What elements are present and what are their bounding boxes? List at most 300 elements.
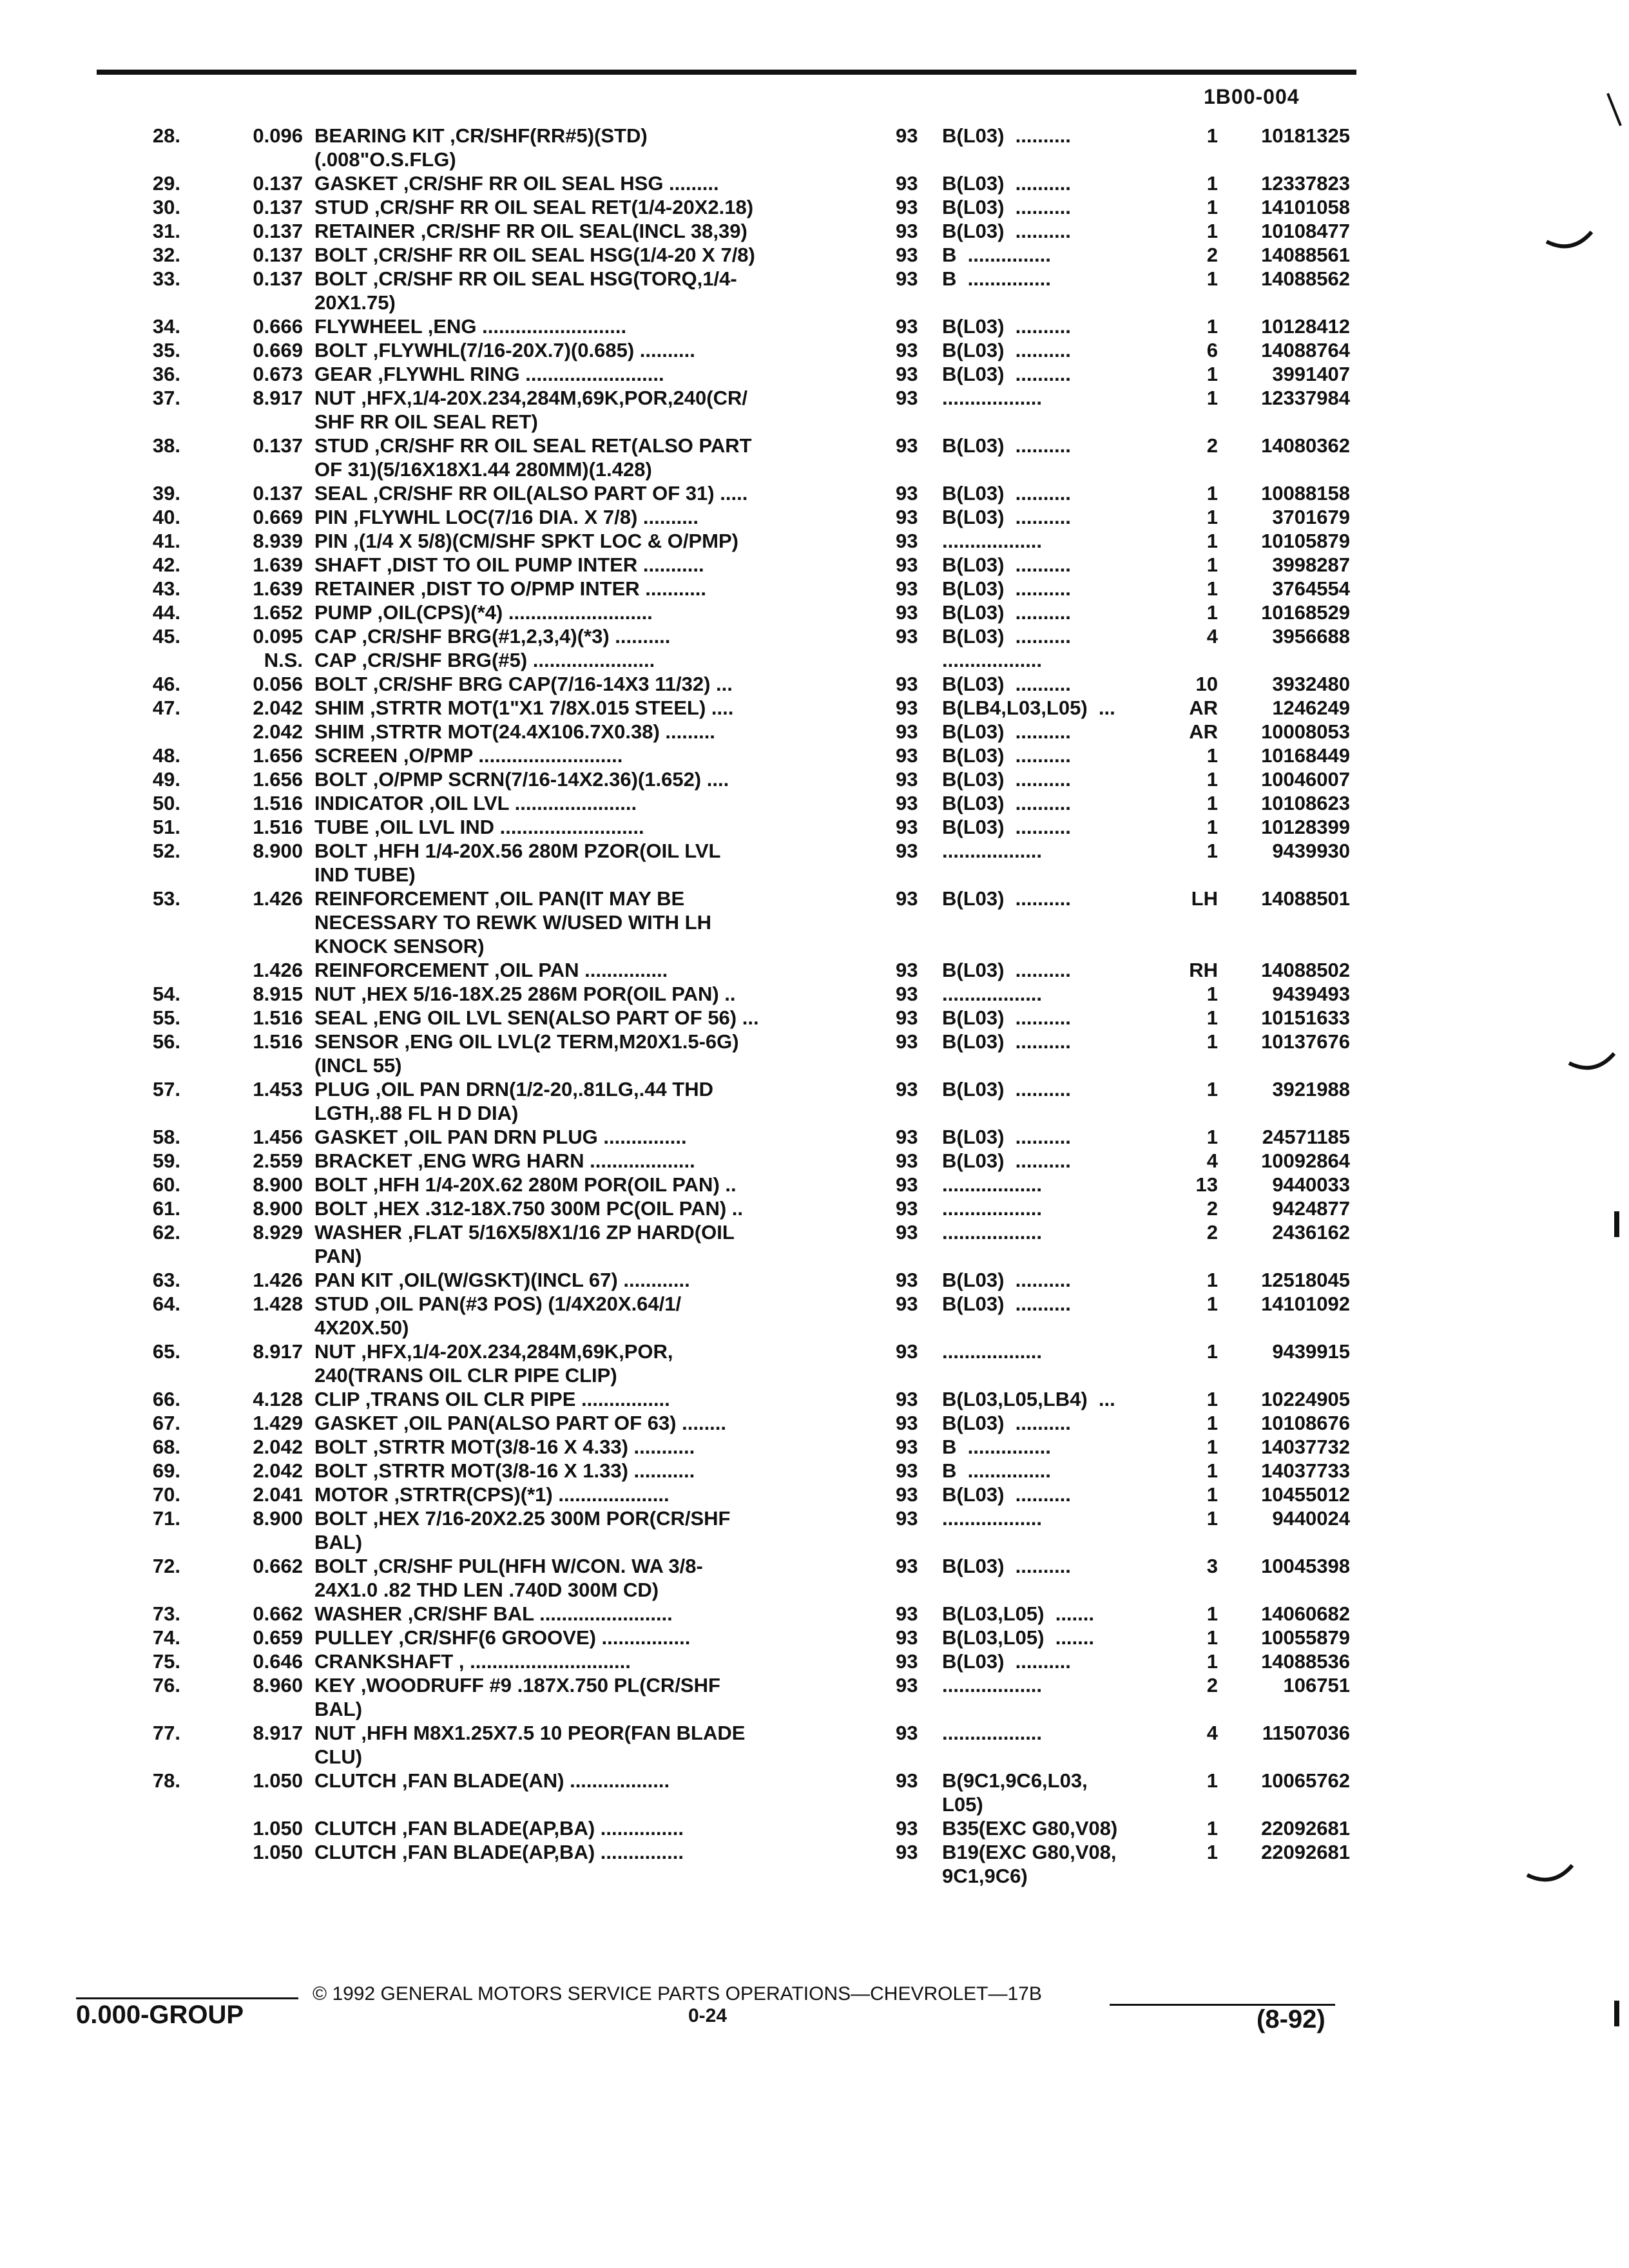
name-spacer — [398, 744, 403, 767]
model-year: 93 — [896, 744, 918, 767]
name-spacer — [356, 649, 362, 671]
item-description — [314, 314, 862, 338]
body-application: B(L03) .......... — [942, 220, 1071, 242]
part-name: SHIM — [314, 697, 365, 719]
item-number: 45. — [152, 625, 180, 648]
parts-row — [0, 434, 1629, 481]
item-description — [314, 219, 862, 243]
item-number: 54. — [152, 983, 180, 1005]
parts-row — [0, 362, 1629, 386]
part-number: 22092681 — [1261, 1841, 1350, 1863]
description-line — [314, 1030, 862, 1053]
description-line — [314, 267, 862, 291]
parts-row — [0, 1435, 1629, 1459]
description-continuation: BAL) — [314, 1531, 363, 1553]
body-application: B(L03) .......... — [942, 363, 1071, 385]
name-spacer — [367, 339, 373, 361]
body-application: B(L03) .......... — [942, 1650, 1071, 1673]
part-detail: ,CR/SHF BAL ........................ — [407, 1602, 673, 1625]
description-line — [314, 1125, 862, 1149]
model-year: 93 — [896, 1626, 918, 1649]
name-spacer — [355, 1674, 361, 1696]
body-application: B(L03) .......... — [942, 792, 1071, 814]
part-detail: ,OIL LVL IND .......................... — [374, 816, 644, 838]
part-number: 10455012 — [1261, 1483, 1350, 1506]
body-application: B(L03) .......... — [942, 1030, 1071, 1053]
quantity: 1 — [1206, 1030, 1218, 1053]
part-number: 14037733 — [1261, 1459, 1350, 1482]
description-continuation: 20X1.75) — [314, 291, 396, 314]
part-name: CRANKSHAFT — [314, 1650, 454, 1673]
body-application: B(L03,L05) ....... — [942, 1602, 1094, 1625]
part-detail: , ............................. — [458, 1650, 631, 1673]
item-number: 52. — [152, 840, 180, 862]
name-spacer — [396, 1817, 402, 1840]
description-line — [314, 1196, 862, 1220]
item-description — [314, 1340, 862, 1387]
part-number: 10128399 — [1261, 816, 1350, 838]
item-number: 32. — [152, 244, 180, 266]
parts-row — [0, 839, 1629, 887]
part-number: 12337823 — [1261, 172, 1350, 195]
part-name: BOLT — [314, 1173, 368, 1196]
item-description — [314, 1268, 862, 1292]
item-number: 65. — [152, 1340, 180, 1363]
model-year: 93 — [896, 983, 918, 1005]
item-description — [314, 982, 862, 1006]
body-application: B(L03) .......... — [942, 1149, 1071, 1172]
part-number: 10108623 — [1261, 792, 1350, 814]
top-rule — [97, 70, 1356, 75]
group-number: 0.137 — [253, 434, 303, 457]
body-application: B(9C1,9C6,L03, L05) — [942, 1769, 1088, 1816]
description-continuation: (INCL 55) — [314, 1054, 402, 1077]
item-number: 41. — [152, 530, 180, 552]
scan-mark — [1611, 1208, 1624, 1240]
quantity: 1 — [1206, 1841, 1218, 1863]
scan-mark — [1566, 1050, 1617, 1076]
model-year: 93 — [896, 816, 918, 838]
group-number: 1.429 — [253, 1412, 303, 1434]
item-description — [314, 505, 862, 529]
description-continuation: OF 31)(5/16X18X1.44 280MM)(1.428) — [314, 458, 652, 481]
group-number: 1.426 — [253, 959, 303, 981]
part-name: FLYWHEEL — [314, 315, 423, 338]
item-description — [314, 267, 862, 314]
parts-row — [0, 1602, 1629, 1626]
group-number: 0.137 — [253, 482, 303, 505]
group-number: 8.939 — [253, 530, 303, 552]
part-name: BOLT — [314, 840, 368, 862]
name-spacer — [396, 1769, 402, 1792]
part-name: SHIM — [314, 720, 365, 743]
part-detail: ,O/PMP .......................... — [403, 744, 623, 767]
model-year: 93 — [896, 1293, 918, 1315]
item-number: 39. — [152, 482, 180, 505]
body-application: .................. — [942, 1197, 1043, 1220]
item-description — [314, 243, 862, 267]
model-year: 93 — [896, 363, 918, 385]
model-year: 93 — [896, 697, 918, 719]
name-spacer — [367, 1555, 373, 1577]
item-description — [314, 744, 862, 767]
part-detail: ,CR/SHF RR OIL SEAL(INCL 38,39) — [420, 220, 747, 242]
group-number: 1.656 — [253, 768, 303, 791]
part-number: 9440024 — [1272, 1507, 1350, 1530]
description-line — [314, 1626, 862, 1649]
model-year: 93 — [896, 1602, 918, 1625]
item-number: 51. — [152, 816, 180, 838]
group-number: 1.639 — [253, 553, 303, 576]
parts-row — [0, 1411, 1629, 1435]
description-continuation: SHF RR OIL SEAL RET) — [314, 410, 538, 433]
part-detail: ,(1/4 X 5/8)(CM/SHF SPKT LOC & O/PMP) — [353, 530, 738, 552]
name-spacer — [422, 315, 428, 338]
group-number: 0.669 — [253, 506, 303, 528]
item-number: 78. — [152, 1769, 180, 1792]
group-number: 0.137 — [253, 196, 303, 218]
parts-row — [0, 314, 1629, 338]
parts-row — [0, 1459, 1629, 1483]
quantity: 1 — [1206, 1436, 1218, 1458]
part-detail: ,OIL PAN DRN PLUG ............... — [403, 1126, 687, 1148]
part-number: 14088764 — [1261, 339, 1350, 361]
part-number: 10108676 — [1261, 1412, 1350, 1434]
part-name: MOTOR — [314, 1483, 389, 1506]
group-number: 1.639 — [253, 577, 303, 600]
description-continuation: NECESSARY TO REWK W/USED WITH LH — [314, 911, 712, 934]
body-application: B(L03) .......... — [942, 506, 1071, 528]
parts-row — [0, 1721, 1629, 1769]
model-year: 93 — [896, 1197, 918, 1220]
part-name: STUD — [314, 434, 369, 457]
part-number: 10092864 — [1261, 1149, 1350, 1172]
item-number: 31. — [152, 220, 180, 242]
part-detail: ,CR/SHF(6 GROOVE) ................ — [398, 1626, 691, 1649]
parts-row — [0, 577, 1629, 601]
item-description — [314, 624, 862, 648]
part-number: 10168529 — [1261, 601, 1350, 624]
body-application: .................. — [942, 1507, 1043, 1530]
model-year: 93 — [896, 244, 918, 266]
parts-row — [0, 1506, 1629, 1554]
quantity: 1 — [1206, 482, 1218, 505]
item-description — [314, 1459, 862, 1483]
part-name: BOLT — [314, 1555, 368, 1577]
part-number: 3701679 — [1272, 506, 1350, 528]
description-line — [314, 696, 862, 720]
model-year: 93 — [896, 1340, 918, 1363]
copyright-notice: © 1992 GENERAL MOTORS SERVICE PARTS OPERATIONS—CHEVROLET—17B — [313, 1983, 1042, 2004]
description-line — [314, 1483, 862, 1506]
body-application: B(L03) .......... — [942, 577, 1071, 600]
group-number: 8.929 — [253, 1221, 303, 1244]
part-name: PIN — [314, 530, 348, 552]
name-spacer — [453, 1650, 459, 1673]
quantity: 1 — [1206, 1459, 1218, 1482]
item-number: 48. — [152, 744, 180, 767]
name-spacer — [367, 1459, 373, 1482]
description-line — [314, 720, 862, 744]
body-application: B(L03) .......... — [942, 124, 1071, 147]
group-number: 0.137 — [253, 244, 303, 266]
part-name: GEAR — [314, 363, 372, 385]
name-spacer — [372, 363, 378, 385]
model-year: 93 — [896, 434, 918, 457]
item-number: 74. — [152, 1626, 180, 1649]
item-description — [314, 1173, 862, 1196]
part-number: 2436162 — [1272, 1221, 1350, 1244]
quantity: 4 — [1206, 625, 1218, 648]
quantity: 1 — [1206, 768, 1218, 791]
part-name: BOLT — [314, 1197, 368, 1220]
body-application: B(LB4,L03,L05) ... — [942, 697, 1115, 719]
part-name: PAN KIT — [314, 1269, 393, 1291]
scan-mark — [1611, 1997, 1624, 2030]
parts-row — [0, 529, 1629, 553]
item-description — [314, 124, 862, 171]
part-name: REINFORCEMENT — [314, 887, 489, 910]
model-year: 93 — [896, 1674, 918, 1696]
part-detail: ,OIL PAN(IT MAY BE — [494, 887, 685, 910]
part-detail: ,OIL LVL ...................... — [429, 792, 637, 814]
part-number: 14088501 — [1261, 887, 1350, 910]
part-name: CAP — [314, 649, 356, 671]
part-detail: ,OIL PAN(ALSO PART OF 63) ........ — [403, 1412, 727, 1434]
body-application: B(L03,L05,LB4) ... — [942, 1388, 1115, 1410]
part-name: GASKET — [314, 1412, 398, 1434]
item-number: 67. — [152, 1412, 180, 1434]
group-number: 2.042 — [253, 720, 303, 743]
part-number: 10065762 — [1261, 1769, 1350, 1792]
parts-row — [0, 1030, 1629, 1077]
model-year: 93 — [896, 172, 918, 195]
group-number: 1.453 — [253, 1078, 303, 1100]
description-line — [314, 338, 862, 362]
name-spacer — [360, 1388, 365, 1410]
name-spacer — [415, 220, 421, 242]
parts-row — [0, 195, 1629, 219]
part-detail: ,CR/SHF RR OIL SEAL RET(1/4-20X2.18) — [374, 196, 754, 218]
part-name: CAP — [314, 625, 356, 648]
part-name: NUT — [314, 983, 356, 1005]
name-spacer — [367, 1436, 373, 1458]
name-spacer — [381, 553, 387, 576]
name-spacer — [488, 887, 494, 910]
name-spacer — [356, 625, 362, 648]
item-number: 34. — [152, 315, 180, 338]
group-number: 0.666 — [253, 315, 303, 338]
item-number: 47. — [152, 697, 180, 719]
parts-row — [0, 887, 1629, 958]
part-detail: ,HFX,1/4-20X.234,284M,69K,POR, — [361, 1340, 673, 1363]
part-detail: ,WOODRUFF #9 .187X.750 PL(CR/SHF — [360, 1674, 720, 1696]
quantity: 1 — [1206, 1340, 1218, 1363]
item-description — [314, 1030, 862, 1077]
group-number: 8.900 — [253, 1507, 303, 1530]
part-detail: ,HFX,1/4-20X.234,284M,69K,POR,240(CR/ — [361, 387, 747, 409]
item-number: 69. — [152, 1459, 180, 1482]
part-name: CLUTCH — [314, 1769, 397, 1792]
description-line — [314, 1721, 862, 1745]
item-description — [314, 553, 862, 577]
item-number: 64. — [152, 1293, 180, 1315]
name-spacer — [367, 840, 373, 862]
item-number: 49. — [152, 768, 180, 791]
part-detail: ,OIL PAN ............... — [494, 959, 668, 981]
group-number: 0.662 — [253, 1555, 303, 1577]
part-number: 14037732 — [1261, 1436, 1350, 1458]
quantity: 1 — [1206, 1388, 1218, 1410]
quantity: 1 — [1206, 744, 1218, 767]
part-number: 14080362 — [1261, 434, 1350, 457]
quantity: 1 — [1206, 506, 1218, 528]
parts-row — [0, 767, 1629, 791]
model-year: 93 — [896, 1078, 918, 1100]
model-year: 93 — [896, 1817, 918, 1840]
part-detail: ,CR/SHF RR OIL SEAL HSG(1/4-20 X 7/8) — [372, 244, 755, 266]
body-application: B ............... — [942, 244, 1051, 266]
parts-row — [0, 1268, 1629, 1292]
item-number: 35. — [152, 339, 180, 361]
description-line — [314, 577, 862, 601]
part-number: 10045398 — [1261, 1555, 1350, 1577]
description-line — [314, 505, 862, 529]
part-number: 3956688 — [1272, 625, 1350, 648]
body-application: B(L03) .......... — [942, 1293, 1071, 1315]
description-continuation: IND TUBE) — [314, 863, 416, 886]
item-description — [314, 1769, 862, 1792]
item-number: 30. — [152, 196, 180, 218]
parts-row — [0, 1483, 1629, 1506]
part-name: BOLT — [314, 1436, 368, 1458]
part-detail: ,O/PMP SCRN(7/16-14X2.36)(1.652) .... — [372, 768, 729, 791]
description-line — [314, 1149, 862, 1173]
parts-row — [0, 171, 1629, 195]
part-name: RETAINER — [314, 220, 416, 242]
description-line — [314, 124, 862, 148]
group-number: 8.917 — [253, 387, 303, 409]
parts-row — [0, 1220, 1629, 1268]
model-year: 93 — [896, 577, 918, 600]
name-spacer — [372, 601, 378, 624]
description-line — [314, 529, 862, 553]
name-spacer — [367, 673, 373, 695]
quantity: 2 — [1206, 244, 1218, 266]
name-spacer — [367, 1197, 373, 1220]
body-application: B(L03) .......... — [942, 1078, 1071, 1100]
description-line — [314, 1006, 862, 1030]
part-number: 10151633 — [1261, 1006, 1350, 1029]
parts-row — [0, 243, 1629, 267]
name-spacer — [369, 196, 374, 218]
quantity: 1 — [1206, 196, 1218, 218]
part-detail: ,FAN BLADE(AN) .................. — [402, 1769, 670, 1792]
name-spacer — [365, 720, 371, 743]
parts-row — [0, 696, 1629, 720]
part-number: 10008053 — [1261, 720, 1350, 743]
description-line — [314, 219, 862, 243]
part-number: 9439930 — [1272, 840, 1350, 862]
model-year: 93 — [896, 482, 918, 505]
parts-row — [0, 672, 1629, 696]
description-line — [314, 1220, 862, 1244]
part-name: PULLEY — [314, 1626, 393, 1649]
description-line — [314, 1506, 862, 1530]
quantity: 1 — [1206, 1006, 1218, 1029]
parts-row — [0, 624, 1629, 648]
item-description — [314, 434, 862, 481]
item-number: 58. — [152, 1126, 180, 1148]
group-number: 2.041 — [253, 1483, 303, 1506]
item-number: 28. — [152, 124, 180, 147]
part-detail: ,OIL(W/GSKT)(INCL 67) ............ — [398, 1269, 690, 1291]
description-continuation: 24X1.0 .82 THD LEN .740D 300M CD) — [314, 1579, 659, 1601]
part-name: CLIP — [314, 1388, 360, 1410]
part-name: BOLT — [314, 1507, 368, 1530]
body-application: B(L03) .......... — [942, 196, 1071, 218]
scan-mark — [1543, 229, 1595, 255]
body-application: B(L03) .......... — [942, 625, 1071, 648]
item-description — [314, 481, 862, 505]
item-description — [314, 1387, 862, 1411]
quantity: 1 — [1206, 792, 1218, 814]
item-number: 38. — [152, 434, 180, 457]
name-spacer — [415, 577, 421, 600]
quantity: 1 — [1206, 1626, 1218, 1649]
item-description — [314, 1602, 862, 1626]
model-year: 93 — [896, 1436, 918, 1458]
part-detail: ,ENG .......................... — [427, 315, 627, 338]
parts-row — [0, 1840, 1629, 1888]
model-year: 93 — [896, 768, 918, 791]
group-number: 0.673 — [253, 363, 303, 385]
description-line — [314, 1411, 862, 1435]
body-application: B(L03) .......... — [942, 1006, 1071, 1029]
part-number: 10137676 — [1261, 1030, 1350, 1053]
model-year: 93 — [896, 840, 918, 862]
group-number: 1.516 — [253, 1030, 303, 1053]
part-name: CLUTCH — [314, 1817, 397, 1840]
model-year: 93 — [896, 1507, 918, 1530]
item-description — [314, 720, 862, 744]
item-number: 71. — [152, 1507, 180, 1530]
model-year: 93 — [896, 1483, 918, 1506]
description-line — [314, 624, 862, 648]
parts-row — [0, 1125, 1629, 1149]
part-detail: ,CR/SHF BRG CAP(7/16-14X3 11/32) ... — [372, 673, 733, 695]
part-number: 14101092 — [1261, 1293, 1350, 1315]
model-year: 93 — [896, 267, 918, 290]
group-number: 0.137 — [253, 172, 303, 195]
quantity: 4 — [1206, 1722, 1218, 1744]
group-number: 1.516 — [253, 816, 303, 838]
description-line — [314, 601, 862, 624]
quantity: 1 — [1206, 530, 1218, 552]
body-application: B(L03) .......... — [942, 720, 1071, 743]
item-number: 46. — [152, 673, 180, 695]
item-description — [314, 1483, 862, 1506]
part-detail: ,HEX .312-18X.750 300M PC(OIL PAN) .. — [372, 1197, 744, 1220]
quantity: 1 — [1206, 1126, 1218, 1148]
item-description — [314, 1626, 862, 1649]
item-number: 43. — [152, 577, 180, 600]
item-description — [314, 1196, 862, 1220]
body-application: B(L03) .......... — [942, 673, 1071, 695]
parts-row — [0, 601, 1629, 624]
part-detail: ,FLYWHL(7/16-20X.7)(0.685) .......... — [372, 339, 695, 361]
model-year: 93 — [896, 1126, 918, 1148]
